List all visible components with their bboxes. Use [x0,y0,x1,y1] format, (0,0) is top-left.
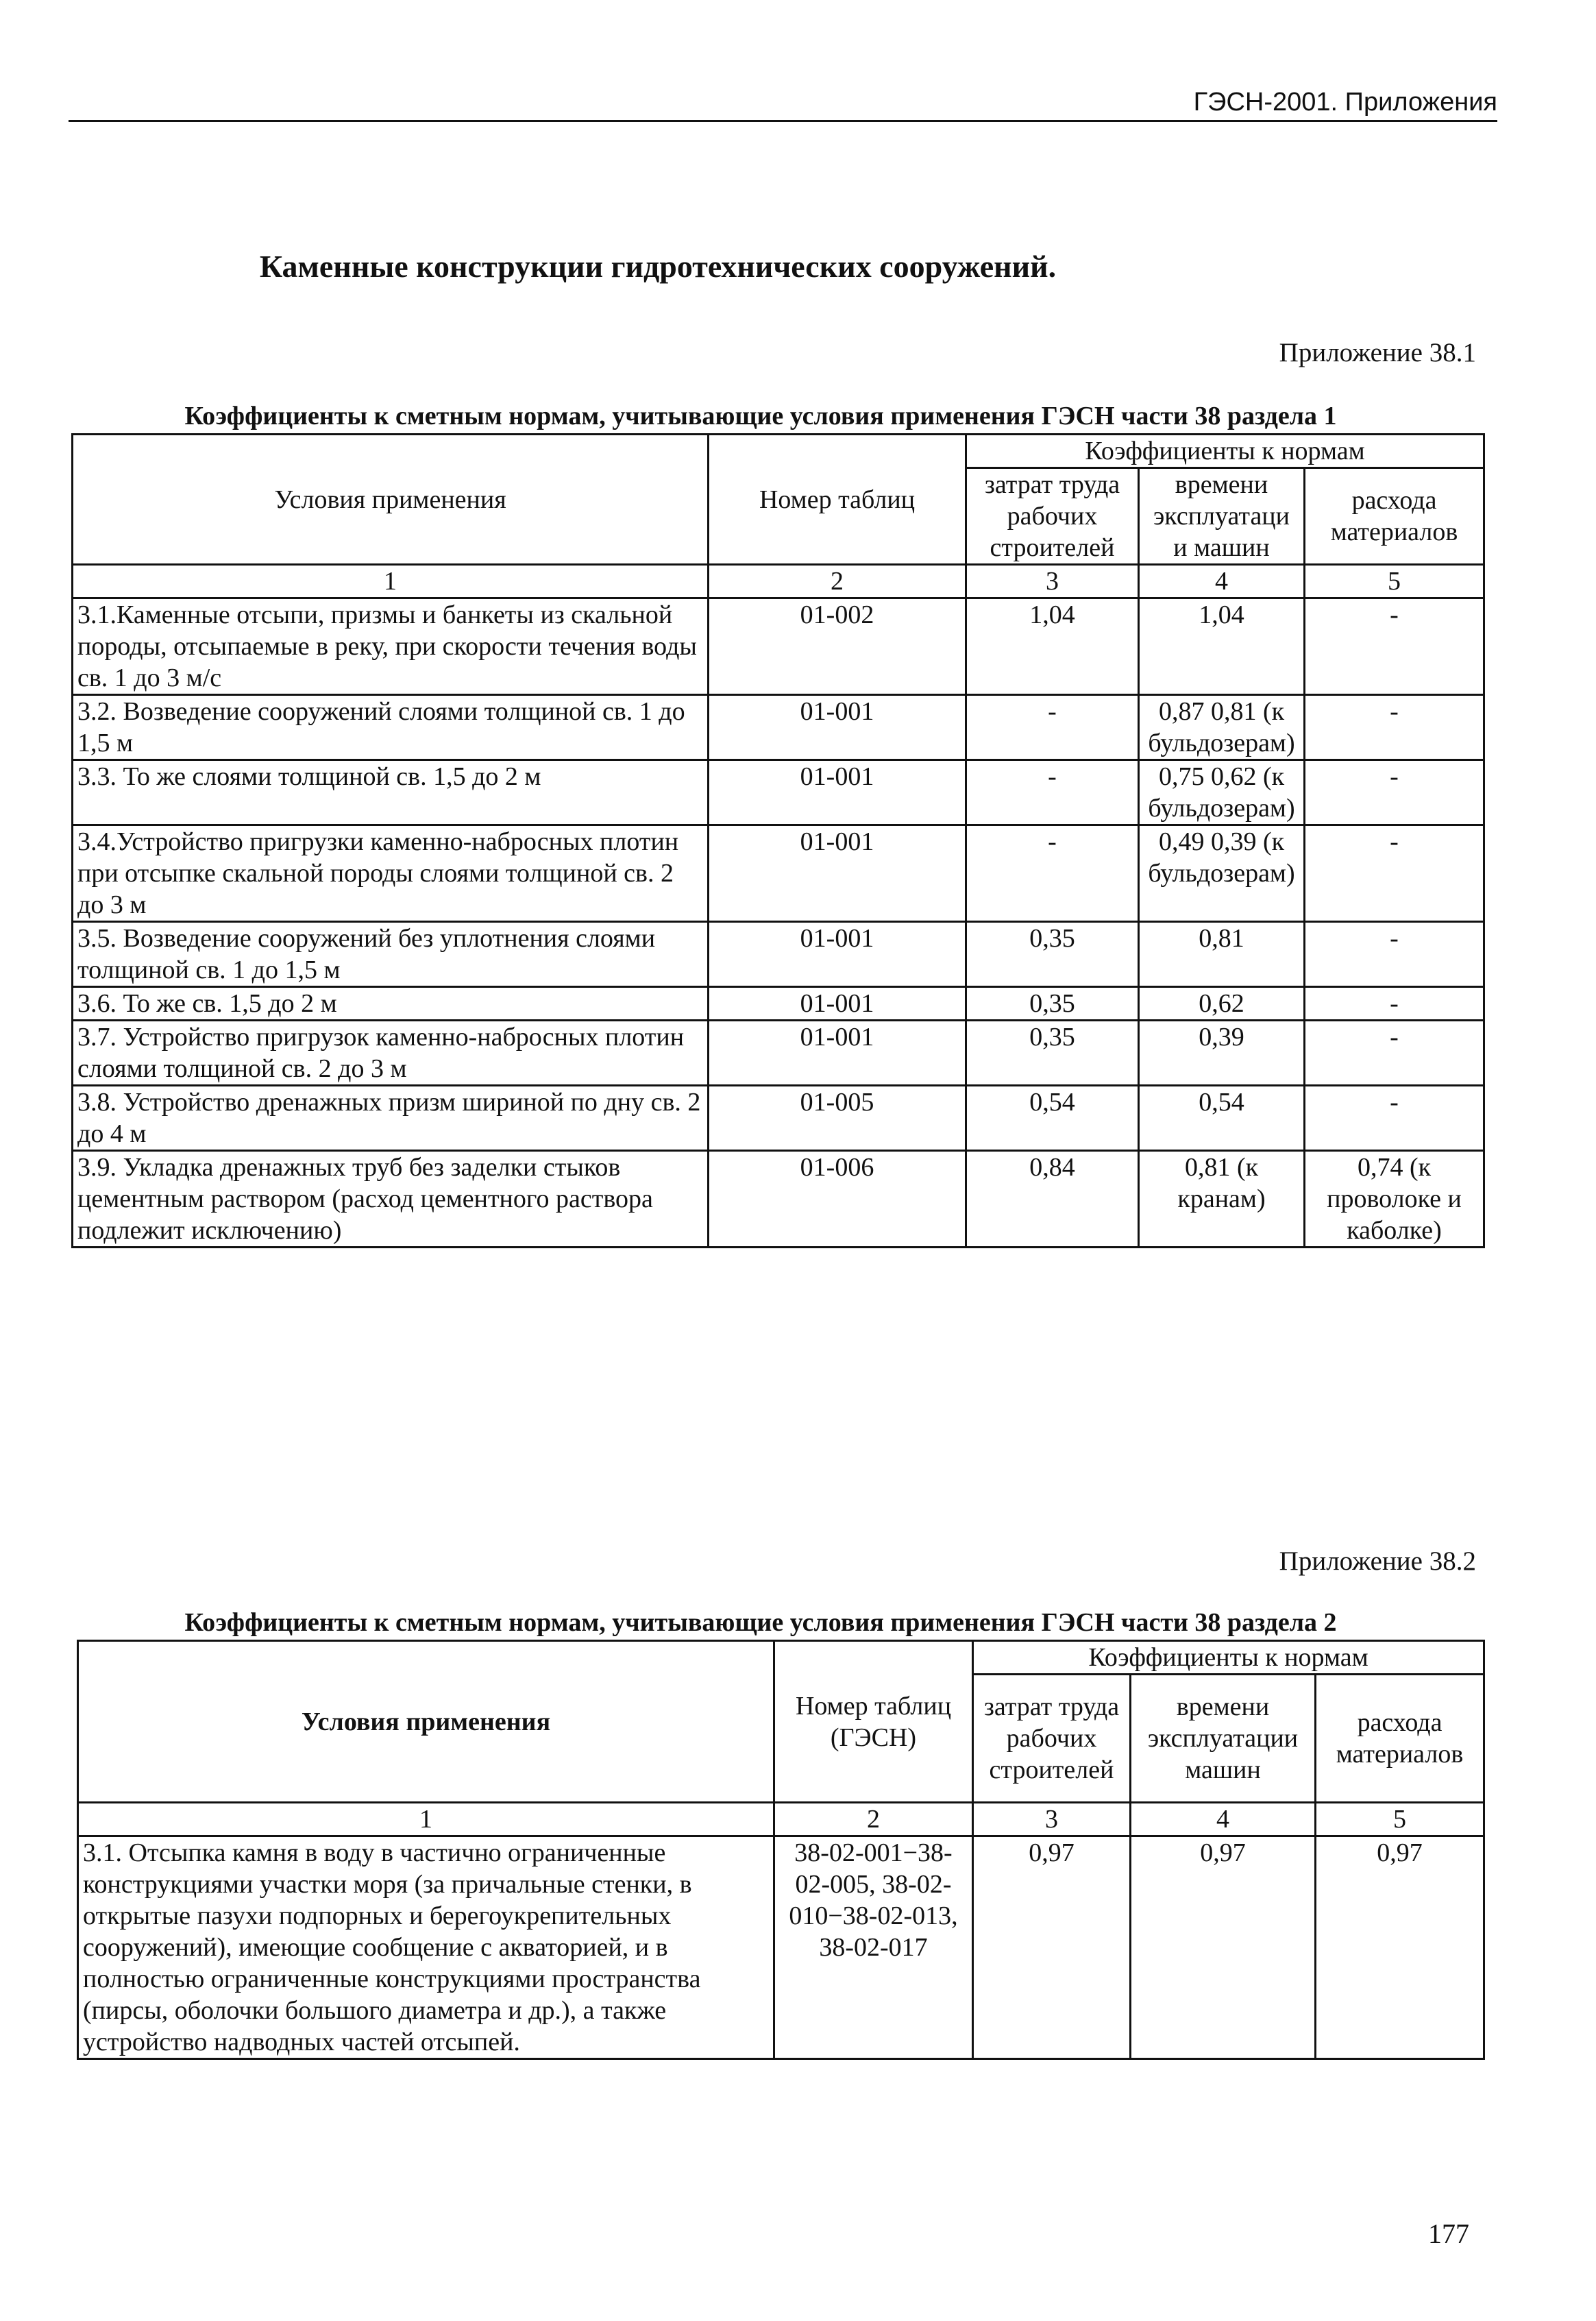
running-header [69,88,1497,122]
machines-coef-cell: 0,81 (к кранам) [1139,1151,1305,1248]
header-row-group [73,435,1484,468]
machines-coef-cell: 0,62 [1139,987,1305,1021]
table-number-cell: 01-001 [709,987,966,1021]
labor-coef-cell: 0,54 [966,1086,1139,1151]
table-row [73,598,1484,695]
column-index-row [73,565,1484,598]
table-number-cell: 01-002 [709,598,966,695]
column-index: 5 [1316,1803,1484,1836]
labor-coef-cell: - [966,825,1139,922]
machines-coef-cell: 0,54 [1139,1086,1305,1151]
appendix-38-2-label: Приложение 38.2 [1279,1546,1476,1576]
condition-cell: 3.9. Укладка дренажных труб без заделки стыков цементным раствором (расход цементного раствора подлежит исключению) [73,1151,709,1248]
materials-coef-cell: - [1305,987,1484,1021]
condition-cell: 3.4.Устройство пригрузки каменно-набросных плотин при отсыпке скальной породы слоями толщиной св. 2 до 3 м [73,825,709,922]
condition-cell: 3.2. Возведение сооружений слоями толщиной св. 1 до 1,5 м [73,695,709,760]
table-number-cell: 01-001 [709,760,966,825]
labor-coef-cell: 0,97 [973,1836,1131,2059]
header-machines: времени эксплуатации машин [1131,1675,1316,1803]
labor-coef-cell: 0,35 [966,987,1139,1021]
header-coefficients: Коэффициенты к нормам [966,435,1484,468]
table-row [73,922,1484,987]
table-row [73,825,1484,922]
condition-cell: 3.3. То же слоями толщиной св. 1,5 до 2 м [73,760,709,825]
table-row [73,760,1484,825]
column-index: 1 [73,565,709,598]
machines-coef-cell: 0,97 [1131,1836,1316,2059]
column-index: 1 [78,1803,774,1836]
table-number-cell: 01-001 [709,695,966,760]
header-table-number: Номер таблиц (ГЭСН) [774,1641,973,1803]
condition-cell: 3.1.Каменные отсыпи, призмы и банкеты из скальной породы, отсыпаемые в реку, при скорости течения воды св. 1 до 3 м/с [73,598,709,695]
table-number-cell: 01-005 [709,1086,966,1151]
condition-cell: 3.8. Устройство дренажных призм шириной по дну св. 2 до 4 м [73,1086,709,1151]
table-row [73,1021,1484,1086]
header-machines: времени эксплуатаци и машин [1139,468,1305,565]
appendix-38-1-label: Приложение 38.1 [1279,338,1476,367]
condition-cell: 3.5. Возведение сооружений без уплотнения слоями толщиной св. 1 до 1,5 м [73,922,709,987]
header-coefficients: Коэффициенты к нормам [973,1641,1484,1675]
coefficients-table-2 [77,1640,1485,2060]
table-row [73,1086,1484,1151]
document-title: Каменные конструкции гидротехнических сооружений. [259,249,1057,284]
column-index: 4 [1139,565,1305,598]
column-index: 5 [1305,565,1484,598]
materials-coef-cell: - [1305,1086,1484,1151]
labor-coef-cell: 0,84 [966,1151,1139,1248]
coefficients-table-1 [71,433,1485,1248]
labor-coef-cell: - [966,695,1139,760]
machines-coef-cell: 0,81 [1139,922,1305,987]
header-labor: затрат труда рабочих строителей [966,468,1139,565]
table-number-cell: 01-001 [709,825,966,922]
materials-coef-cell: - [1305,922,1484,987]
column-index: 2 [774,1803,973,1836]
machines-coef-cell: 0,87 0,81 (к бульдозерам) [1139,695,1305,760]
page-number: 177 [1428,2218,1469,2249]
materials-coef-cell: - [1305,695,1484,760]
machines-coef-cell: 0,49 0,39 (к бульдозерам) [1139,825,1305,922]
materials-coef-cell: - [1305,598,1484,695]
header-conditions: Условия применения [78,1641,774,1803]
materials-coef-cell: 0,74 (к проволоке и каболке) [1305,1151,1484,1248]
column-index-row [78,1803,1484,1836]
table-row [78,1836,1484,2059]
labor-coef-cell: - [966,760,1139,825]
condition-cell: 3.7. Устройство пригрузок каменно-набросных плотин слоями толщиной св. 2 до 3 м [73,1021,709,1086]
materials-coef-cell: - [1305,825,1484,922]
table-number-cell: 01-001 [709,922,966,987]
column-index: 4 [1131,1803,1316,1836]
table-row [73,987,1484,1021]
condition-cell: 3.6. То же св. 1,5 до 2 м [73,987,709,1021]
header-labor: затрат труда рабочих строителей [973,1675,1131,1803]
appendix-38-1-caption: Коэффициенты к сметным нормам, учитывающие условия применения ГЭСН части 38 раздела 1 [184,402,1337,430]
labor-coef-cell: 0,35 [966,1021,1139,1086]
table-number-cell: 01-006 [709,1151,966,1248]
header-table-number: Номер таблиц [709,435,966,565]
machines-coef-cell: 1,04 [1139,598,1305,695]
machines-coef-cell: 0,39 [1139,1021,1305,1086]
table-row [73,1151,1484,1248]
header-materials: расхода материалов [1316,1675,1484,1803]
column-index: 3 [973,1803,1131,1836]
materials-coef-cell: 0,97 [1316,1836,1484,2059]
header-row-group [78,1641,1484,1675]
appendix-38-2-caption: Коэффициенты к сметным нормам, учитывающие условия применения ГЭСН части 38 раздела 2 [184,1608,1337,1637]
labor-coef-cell: 0,35 [966,922,1139,987]
condition-cell: 3.1. Отсыпка камня в воду в частично ограниченные конструкциями участки моря (за причальные стенки, в открытые пазухи подпорных и берегоукрепительных сооружений), имеющие сообщение с акваторией, и в полностью ограниченные конструкциями пространства (пирсы, оболочки большого диаметра и др.), а также устройство надводных частей отсыпей. [78,1836,774,2059]
running-title: ГЭСН-2001. Приложения [1193,88,1497,117]
labor-coef-cell: 1,04 [966,598,1139,695]
materials-coef-cell: - [1305,1021,1484,1086]
table-number-cell: 01-001 [709,1021,966,1086]
table-row [73,695,1484,760]
header-materials: расхода материалов [1305,468,1484,565]
column-index: 2 [709,565,966,598]
column-index: 3 [966,565,1139,598]
materials-coef-cell: - [1305,760,1484,825]
machines-coef-cell: 0,75 0,62 (к бульдозерам) [1139,760,1305,825]
table-number-cell: 38-02-001−38-02-005, 38-02-010−38-02-013, 38-02-017 [774,1836,973,2059]
header-conditions: Условия применения [73,435,709,565]
